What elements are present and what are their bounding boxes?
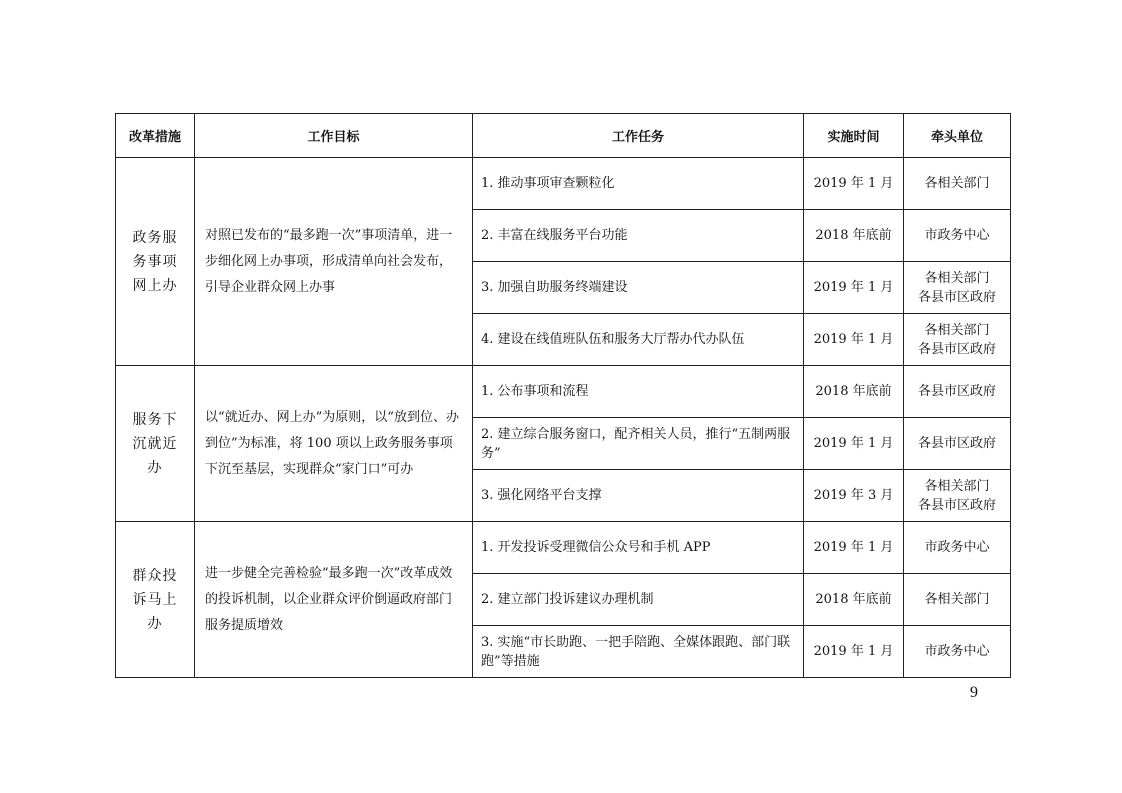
dept-cell bbox=[904, 522, 1011, 574]
dept-cell bbox=[904, 366, 1011, 418]
dept-line: 各县市区政府 bbox=[917, 384, 996, 399]
dept-line: 各相关部门 bbox=[924, 322, 990, 338]
header-task: 工作任务 bbox=[473, 114, 804, 158]
goal-cell: 以“就近办、网上办”为原则，以“放到位、办到位”为标准，将 100 项以上政务服务事项下沉至基层，实现群众“家门口”可办 bbox=[195, 366, 473, 522]
measure-cell: 群众投诉马上办 bbox=[116, 522, 195, 678]
table-row bbox=[116, 366, 1011, 418]
measure-cell: 服务下沉就近办 bbox=[116, 366, 195, 522]
table-row bbox=[116, 158, 1011, 210]
dept-line: 各相关部门 bbox=[924, 478, 990, 494]
page-number: 9 bbox=[970, 684, 978, 701]
dept-cell bbox=[904, 418, 1011, 470]
dept-line: 市政务中心 bbox=[924, 644, 990, 659]
time-cell: 2019 年 1 月 bbox=[804, 522, 904, 574]
dept-cell bbox=[904, 314, 1011, 366]
dept-line: 各相关部门 bbox=[924, 176, 990, 191]
dept-line: 各相关部门 bbox=[924, 270, 990, 286]
dept-cell bbox=[904, 210, 1011, 262]
time-cell: 2019 年 1 月 bbox=[804, 626, 904, 678]
reform-measures-table bbox=[115, 113, 1011, 678]
header-time: 实施时间 bbox=[804, 114, 904, 158]
time-cell: 2019 年 1 月 bbox=[804, 418, 904, 470]
task-cell: 3. 加强自助服务终端建设 bbox=[473, 262, 804, 314]
time-cell: 2018 年底前 bbox=[804, 574, 904, 626]
dept-line: 各县市区政府 bbox=[917, 341, 996, 357]
dept-cell bbox=[904, 158, 1011, 210]
dept-cell bbox=[904, 626, 1011, 678]
task-cell: 4. 建设在线值班队伍和服务大厅帮办代办队伍 bbox=[473, 314, 804, 366]
header-goal: 工作目标 bbox=[195, 114, 473, 158]
goal-cell: 对照已发布的“最多跑一次”事项清单，进一步细化网上办事项，形成清单向社会发布，引导企业群众网上办事 bbox=[195, 158, 473, 366]
task-cell: 2. 建立部门投诉建议办理机制 bbox=[473, 574, 804, 626]
goal-cell: 进一步健全完善检验“最多跑一次”改革成效的投诉机制，以企业群众评价倒逼政府部门服务提质增效 bbox=[195, 522, 473, 678]
dept-line: 各相关部门 bbox=[924, 592, 990, 607]
header-dept: 牵头单位 bbox=[904, 114, 1011, 158]
dept-cell bbox=[904, 262, 1011, 314]
task-cell: 2. 丰富在线服务平台功能 bbox=[473, 210, 804, 262]
time-cell: 2019 年 1 月 bbox=[804, 262, 904, 314]
time-cell: 2019 年 1 月 bbox=[804, 158, 904, 210]
dept-line: 各县市区政府 bbox=[917, 289, 996, 305]
time-cell: 2019 年 1 月 bbox=[804, 314, 904, 366]
dept-cell bbox=[904, 470, 1011, 522]
dept-line: 各县市区政府 bbox=[917, 436, 996, 451]
header-measure: 改革措施 bbox=[116, 114, 195, 158]
time-cell: 2018 年底前 bbox=[804, 366, 904, 418]
dept-cell bbox=[904, 574, 1011, 626]
task-cell: 1. 推动事项审查颗粒化 bbox=[473, 158, 804, 210]
task-cell: 1. 公布事项和流程 bbox=[473, 366, 804, 418]
dept-line: 市政务中心 bbox=[924, 228, 990, 243]
dept-line: 市政务中心 bbox=[924, 540, 990, 555]
dept-line: 各县市区政府 bbox=[917, 497, 996, 513]
table-header-row bbox=[116, 114, 1011, 158]
task-cell: 3. 强化网络平台支撑 bbox=[473, 470, 804, 522]
task-cell: 3. 实施“市长助跑、一把手陪跑、全媒体跟跑、部门联跑”等措施 bbox=[473, 626, 804, 678]
table-row bbox=[116, 522, 1011, 574]
measure-cell: 政务服务事项网上办 bbox=[116, 158, 195, 366]
task-cell: 2. 建立综合服务窗口，配齐相关人员，推行“五制两服务” bbox=[473, 418, 804, 470]
task-cell: 1. 开发投诉受理微信公众号和手机 APP bbox=[473, 522, 804, 574]
time-cell: 2018 年底前 bbox=[804, 210, 904, 262]
time-cell: 2019 年 3 月 bbox=[804, 470, 904, 522]
